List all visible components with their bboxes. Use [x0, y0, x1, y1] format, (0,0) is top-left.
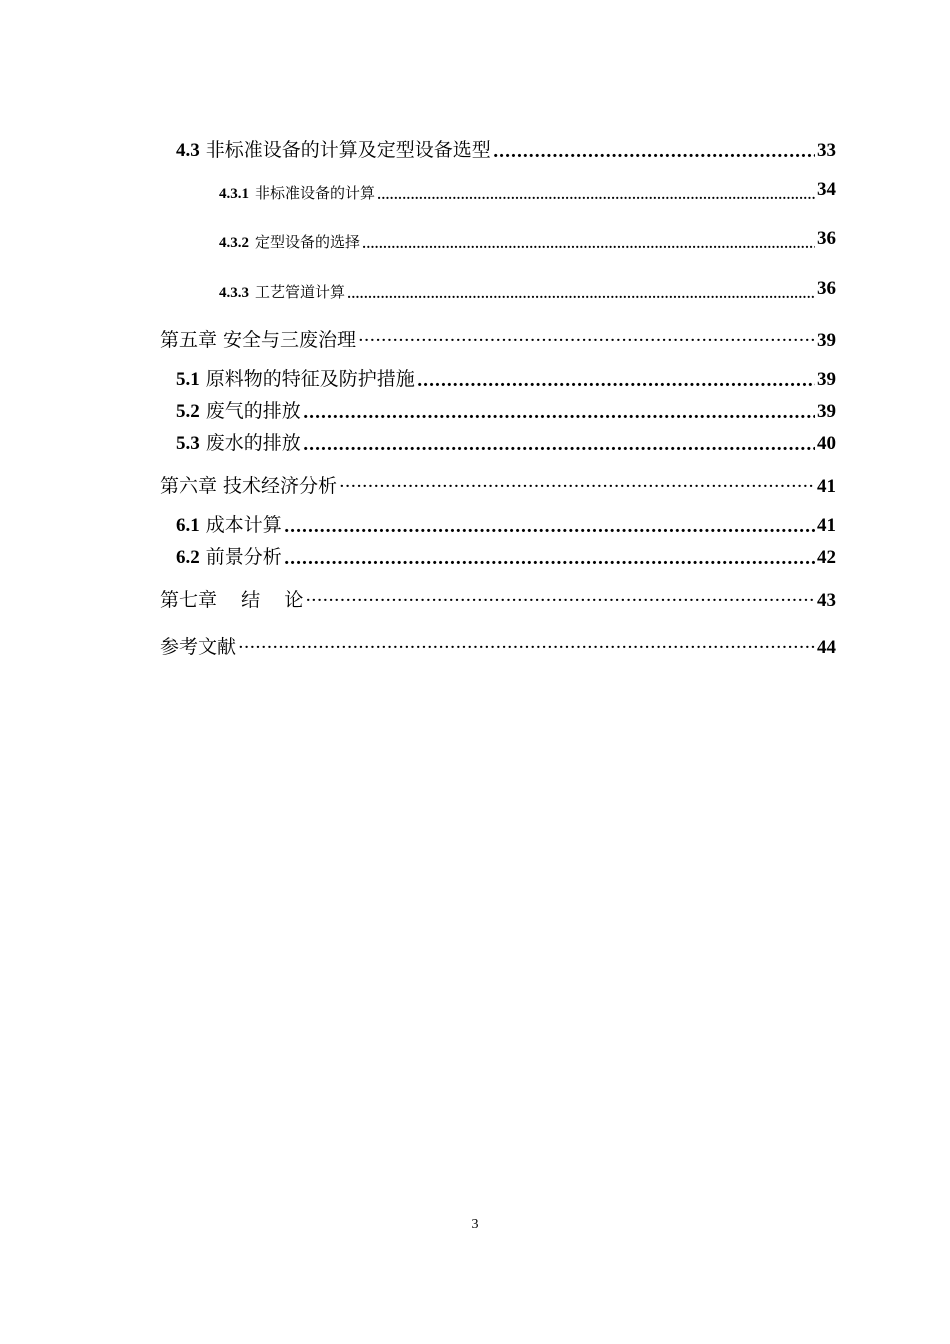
toc-chapter-title: 第七章 结 论 [160, 589, 304, 611]
toc-entry-number: 6.1 [176, 515, 200, 536]
toc-entry-4-3-3[interactable] [219, 278, 836, 302]
toc-leader-dots [377, 187, 815, 203]
toc-entry-number: 4.3.1 [219, 186, 249, 202]
toc-entry-6-1[interactable] [176, 513, 836, 537]
toc-entry-page: 44 [817, 637, 836, 658]
toc-entry-page: 41 [817, 476, 836, 497]
toc-leader-dots [493, 142, 815, 162]
toc-chapter-title: 参考文献 [160, 636, 237, 658]
toc-entry-title: 废气的排放 [205, 400, 301, 422]
toc-chapter-7[interactable] [160, 584, 836, 612]
toc-entry-number: 5.2 [176, 401, 200, 422]
toc-chapter-title: 第六章 技术经济分析 [160, 475, 338, 497]
toc-entry-title: 前景分析 [205, 546, 282, 568]
toc-leader-dots [284, 517, 815, 537]
page-number: 3 [471, 1217, 479, 1232]
toc-entry-title: 成本计算 [205, 514, 282, 536]
toc-entry-title: 工艺管道计算 [255, 283, 346, 301]
toc-entry-page: 39 [817, 369, 836, 390]
toc-entry-page: 40 [817, 433, 836, 454]
toc-leader-dots [284, 549, 815, 569]
toc-entry-number: 4.3.3 [219, 285, 249, 301]
toc-leader-dots [305, 590, 815, 612]
toc-leader-dots [358, 330, 815, 352]
toc-entry-page: 33 [817, 140, 836, 161]
toc-entry-number: 4.3 [176, 140, 200, 161]
toc-entry-page: 43 [817, 590, 836, 611]
toc-entry-number: 4.3.2 [219, 235, 249, 251]
toc-entry-page: 42 [817, 547, 836, 568]
toc-leader-dots [417, 371, 815, 391]
toc-chapter-title: 第五章 安全与三废治理 [160, 329, 357, 351]
toc-entry-number: 6.2 [176, 547, 200, 568]
toc-entry-title: 原料物的特征及防护措施 [205, 368, 415, 390]
toc-entry-page: 39 [817, 330, 836, 351]
toc-entry-5-1[interactable] [176, 367, 836, 391]
toc-chapter-5[interactable] [160, 324, 836, 352]
toc-entry-number: 5.1 [176, 369, 200, 390]
toc-leader-dots [303, 435, 815, 455]
toc-entry-page: 34 [817, 179, 836, 200]
toc-entry-number: 5.3 [176, 433, 200, 454]
toc-leader-dots [303, 403, 815, 423]
toc-entry-4-3[interactable] [176, 138, 836, 162]
toc-references[interactable] [160, 631, 836, 659]
toc-entry-5-2[interactable] [176, 399, 836, 423]
toc-entry-title: 非标准设备的计算 [255, 184, 376, 202]
toc-entry-5-3[interactable] [176, 431, 836, 455]
toc-entry-page: 36 [817, 228, 836, 249]
toc-entry-title: 废水的排放 [205, 432, 301, 454]
toc-leader-dots [347, 286, 815, 302]
toc-chapter-6[interactable] [160, 470, 836, 498]
toc-leader-dots [238, 637, 815, 659]
toc-leader-dots [339, 476, 815, 498]
toc-entry-title: 非标准设备的计算及定型设备选型 [205, 139, 491, 161]
toc-leader-dots [362, 236, 815, 252]
toc-entry-6-2[interactable] [176, 545, 836, 569]
toc-entry-page: 36 [817, 278, 836, 299]
toc-entry-4-3-1[interactable] [219, 179, 836, 203]
toc-entry-page: 39 [817, 401, 836, 422]
toc-entry-page: 41 [817, 515, 836, 536]
toc-entry-4-3-2[interactable] [219, 228, 836, 252]
toc-entry-title: 定型设备的选择 [255, 233, 361, 251]
